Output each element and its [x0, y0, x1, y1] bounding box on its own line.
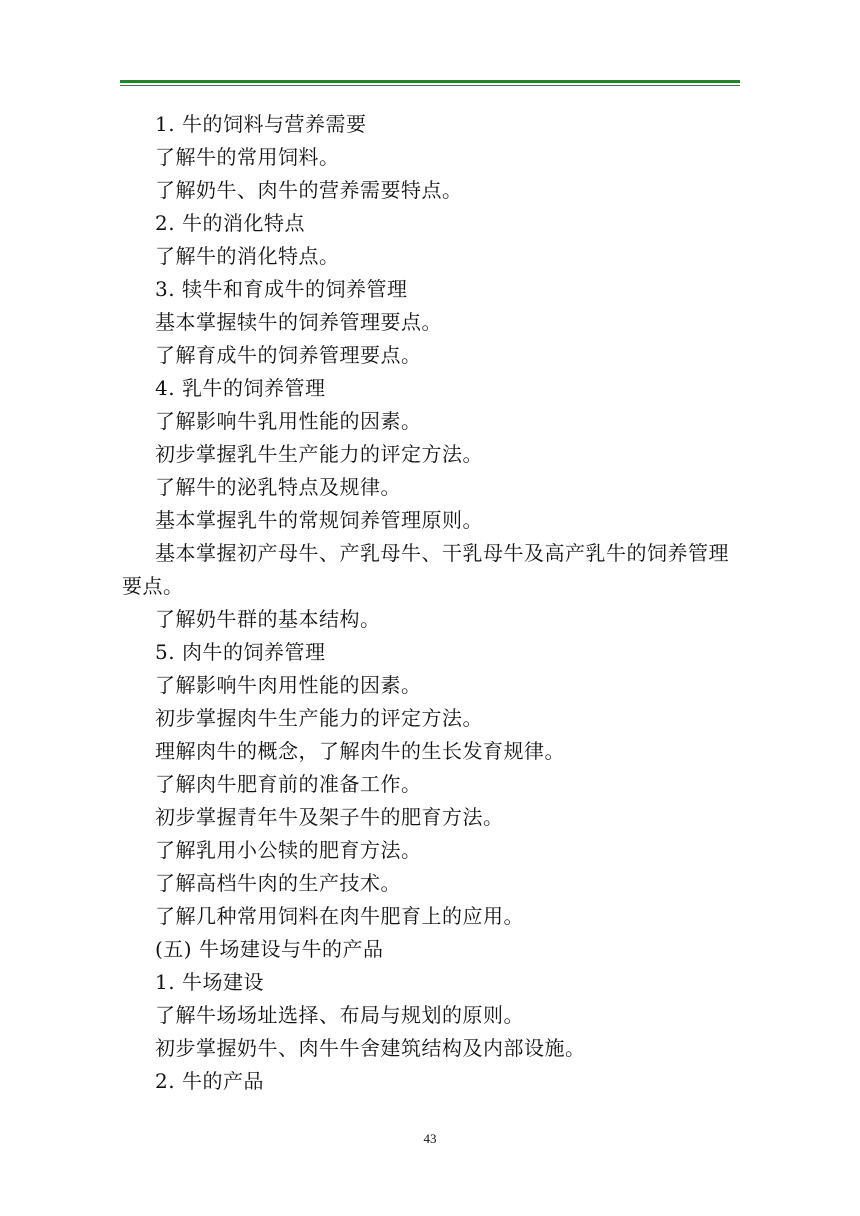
section-heading: 4. 乳牛的饲养管理 [155, 376, 326, 400]
body-line: 了解奶牛、肉牛的营养需要特点。 [155, 178, 463, 202]
body-line: 基本掌握乳牛的常规饲养管理原则。 [155, 508, 483, 532]
section-heading: 2. 牛的产品 [155, 1069, 264, 1093]
body-line: 了解乳用小公犊的肥育方法。 [155, 838, 422, 862]
header-rule [120, 80, 740, 86]
body-line: 了解几种常用饲料在肉牛肥育上的应用。 [155, 904, 524, 928]
section-heading: 1. 牛的饲料与营养需要 [155, 112, 367, 136]
section-heading: 1. 牛场建设 [155, 970, 264, 994]
body-line: 了解牛的泌乳特点及规律。 [155, 475, 401, 499]
body-line: 基本掌握犊牛的饲养管理要点。 [155, 310, 442, 334]
body-line: 了解影响牛乳用性能的因素。 [155, 409, 422, 433]
body-line: 了解影响牛肉用性能的因素。 [155, 673, 422, 697]
body-line: 初步掌握乳牛生产能力的评定方法。 [155, 442, 483, 466]
body-line: 初步掌握奶牛、肉牛牛舍建筑结构及内部设施。 [155, 1036, 586, 1060]
header-rule-thin [120, 85, 740, 86]
header-rule-thick [120, 80, 740, 83]
body-line: 了解奶牛群的基本结构。 [155, 607, 381, 631]
body-line: 初步掌握肉牛生产能力的评定方法。 [155, 706, 483, 730]
body-line: 了解高档牛肉的生产技术。 [155, 871, 401, 895]
body-paragraph: 基本掌握初产母牛、产乳母牛、干乳母牛及高产乳牛的饲养管理要点。 [122, 541, 729, 598]
body-line: 了解育成牛的饲养管理要点。 [155, 343, 422, 367]
body-line: 了解牛场场址选择、布局与规划的原则。 [155, 1003, 524, 1027]
section-heading: 3. 犊牛和育成牛的饲养管理 [155, 277, 408, 301]
body-line: 理解肉牛的概念，了解肉牛的生长发育规律。 [155, 739, 565, 763]
body-line: 了解肉牛肥育前的准备工作。 [155, 772, 422, 796]
page-number: 43 [423, 1131, 437, 1146]
section-heading: 2. 牛的消化特点 [155, 211, 305, 235]
body-line: 了解牛的常用饲料。 [155, 145, 340, 169]
body-line: 初步掌握青年牛及架子牛的肥育方法。 [155, 805, 504, 829]
document-body [122, 108, 738, 1098]
chapter-heading: (五) 牛场建设与牛的产品 [155, 937, 384, 961]
body-line: 了解牛的消化特点。 [155, 244, 340, 268]
section-heading: 5. 肉牛的饲养管理 [155, 640, 326, 664]
